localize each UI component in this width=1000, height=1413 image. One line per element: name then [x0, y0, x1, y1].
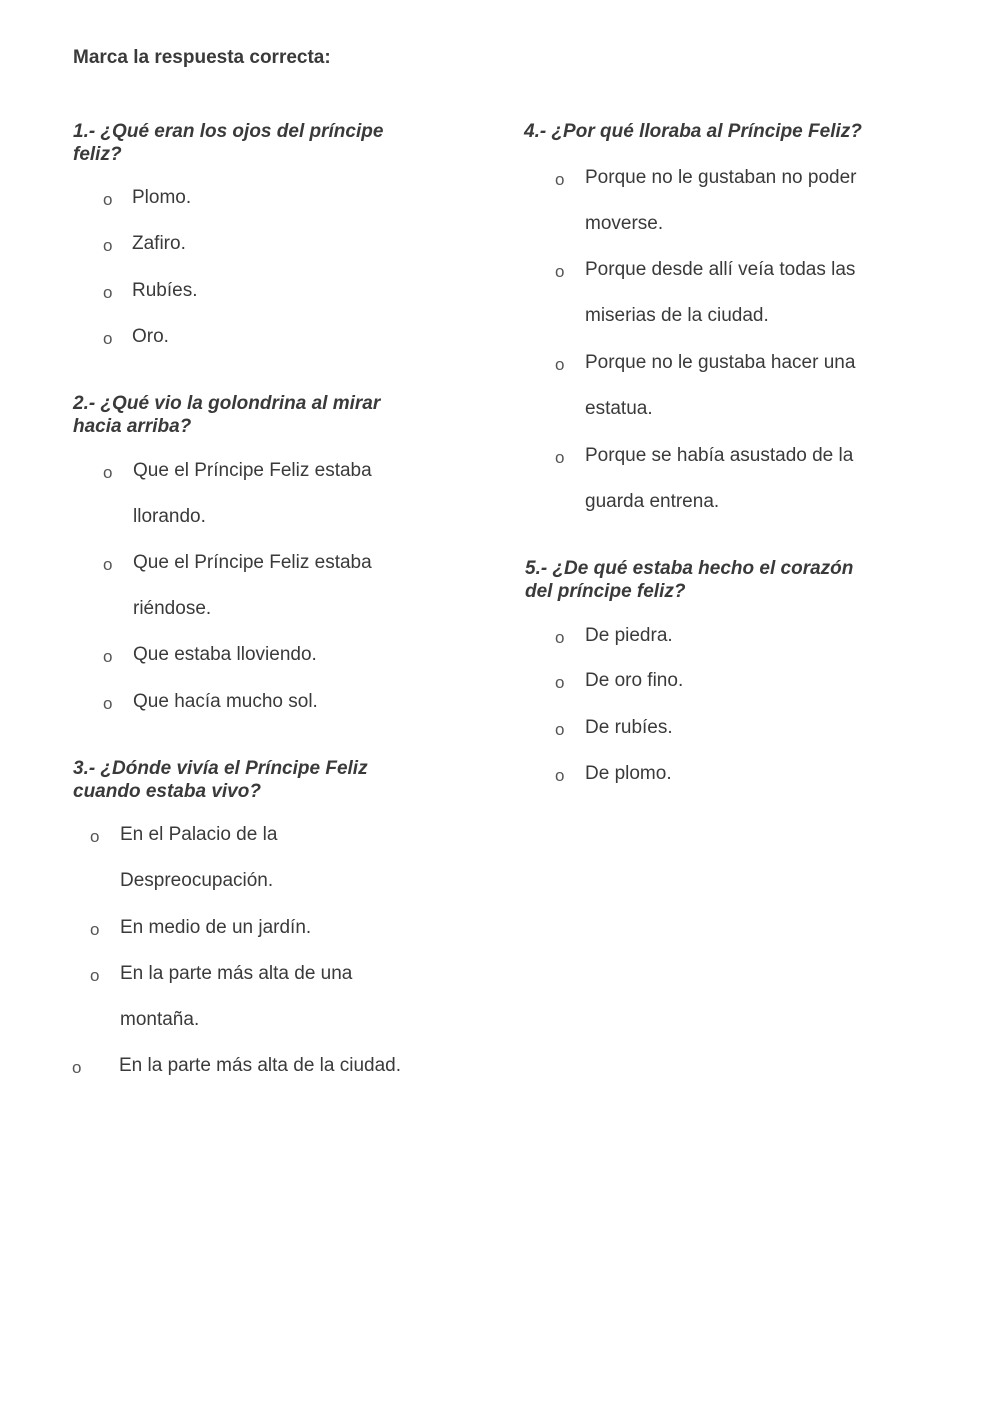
radio-bullet[interactable]: o — [103, 236, 113, 255]
q2-option-4: Que hacía mucho sol. — [133, 691, 318, 712]
question-3-title: 3.- ¿Dónde vivía el Príncipe Feliz cuando estaba vivo? — [73, 758, 368, 802]
radio-bullet[interactable]: o — [555, 720, 565, 739]
q3-option-1-line-2: Despreocupación. — [120, 870, 274, 891]
radio-bullet[interactable]: o — [555, 766, 565, 785]
q4-option-1-line-2: moverse. — [585, 213, 664, 234]
q3-option-3-line-2: montaña. — [120, 1009, 200, 1030]
radio-bullet[interactable]: o — [103, 190, 113, 209]
q5-option-3: De rubíes. — [585, 717, 673, 738]
q4-option-4-line-2: guarda entrena. — [585, 491, 720, 512]
radio-bullet[interactable]: o — [90, 920, 100, 939]
q5-option-4: De plomo. — [585, 763, 672, 784]
question-4-title: 4.- ¿Por qué lloraba al Príncipe Feliz? — [524, 121, 862, 142]
q5-option-1: De piedra. — [585, 625, 673, 646]
q1-option-2: Zafiro. — [132, 233, 186, 254]
q1-option-1: Plomo. — [132, 187, 192, 208]
question-5-title: 5.- ¿De qué estaba hecho el corazón del príncipe feliz? — [525, 558, 854, 602]
q4-option-4-line-1: Porque se había asustado de la — [585, 445, 854, 466]
radio-bullet[interactable]: o — [555, 673, 565, 692]
radio-bullet[interactable]: o — [103, 329, 113, 348]
q3-option-3-line-1: En la parte más alta de una — [120, 963, 353, 984]
q1-option-4: Oro. — [132, 326, 169, 347]
q3-option-4: En la parte más alta de la ciudad. — [119, 1055, 402, 1076]
page-heading: Marca la respuesta correcta: — [73, 47, 331, 68]
q4-option-3-line-2: estatua. — [585, 398, 653, 419]
q2-option-1-line-2: llorando. — [133, 506, 206, 527]
q2-option-1-line-1: Que el Príncipe Feliz estaba — [133, 460, 372, 481]
q4-option-1-line-1: Porque no le gustaban no poder — [585, 167, 857, 188]
q4-option-2-line-1: Porque desde allí veía todas las — [585, 259, 856, 280]
question-1-title: 1.- ¿Qué eran los ojos del príncipe feliz? — [73, 121, 384, 165]
q5-option-2: De oro fino. — [585, 670, 684, 691]
q2-option-3: Que estaba lloviendo. — [133, 644, 317, 665]
radio-bullet[interactable]: o — [103, 694, 113, 713]
radio-bullet[interactable]: o — [103, 555, 113, 574]
radio-bullet[interactable]: o — [90, 827, 100, 846]
radio-bullet[interactable]: o — [103, 283, 113, 302]
radio-bullet[interactable]: o — [555, 170, 565, 189]
radio-bullet[interactable]: o — [555, 262, 565, 281]
q2-option-2-line-2: riéndose. — [133, 598, 212, 619]
radio-bullet[interactable]: o — [90, 966, 100, 985]
radio-bullet[interactable]: o — [103, 647, 113, 666]
radio-bullet[interactable]: o — [555, 448, 565, 467]
q3-option-2: En medio de un jardín. — [120, 917, 312, 938]
radio-bullet[interactable]: o — [555, 355, 565, 374]
radio-bullet[interactable]: o — [555, 628, 565, 647]
q1-option-3: Rubíes. — [132, 280, 198, 301]
q3-option-1-line-1: En el Palacio de la — [120, 824, 278, 845]
q4-option-3-line-1: Porque no le gustaba hacer una — [585, 352, 856, 373]
radio-bullet[interactable]: o — [103, 463, 113, 482]
q2-option-2-line-1: Que el Príncipe Feliz estaba — [133, 552, 372, 573]
q4-option-2-line-2: miserias de la ciudad. — [585, 305, 769, 326]
radio-bullet[interactable]: o — [72, 1058, 82, 1077]
question-2-title: 2.- ¿Qué vio la golondrina al mirar hacia arriba? — [73, 393, 381, 437]
